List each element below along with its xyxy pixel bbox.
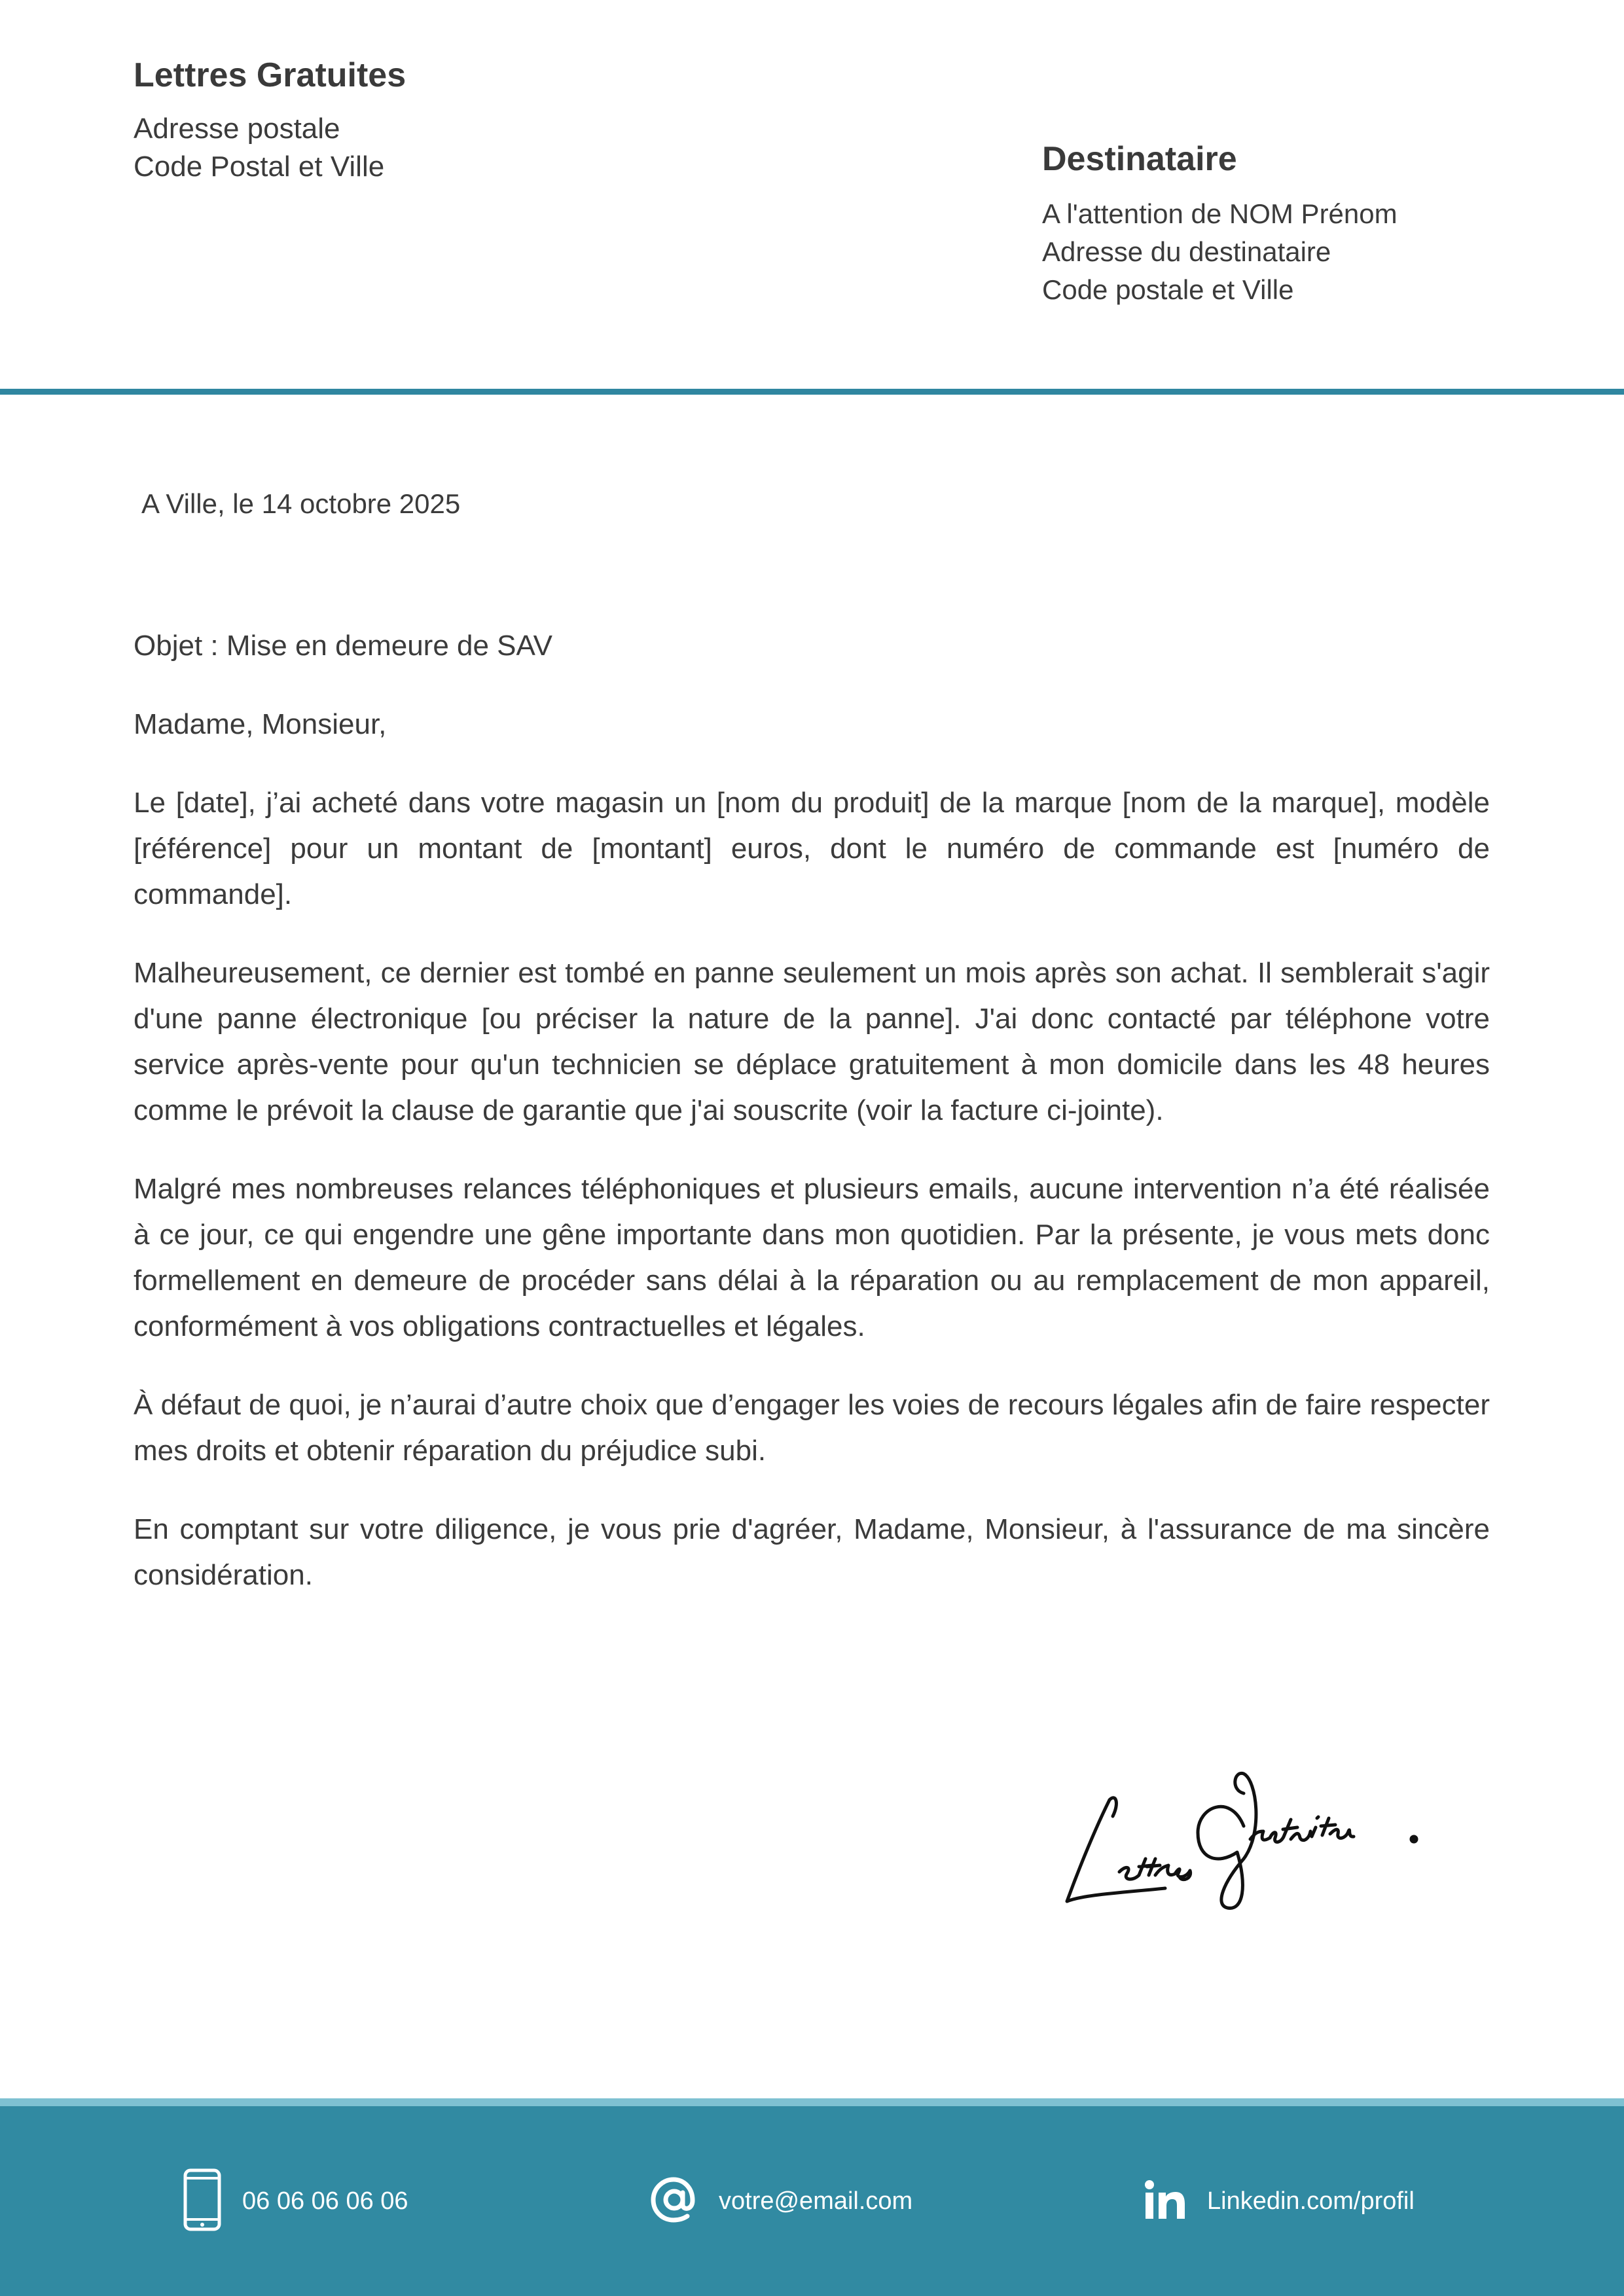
recipient-attention: A l'attention de NOM Prénom: [1042, 198, 1398, 229]
letter-paragraph: À défaut de quoi, je n’aurai d’autre choix que d’engager les voies de recours légales afin de faire respecter mes droits et obtenir réparation du préjudice subi.: [134, 1389, 1490, 1467]
at-icon: [649, 2176, 698, 2227]
signature-drawing: [1047, 1754, 1440, 1924]
recipient-address: Adresse du destinataire: [1042, 236, 1331, 267]
footer-phone: [183, 2106, 408, 2296]
sender-city: Code Postal et Ville: [134, 151, 385, 183]
recipient-city: Code postale et Ville: [1042, 274, 1294, 305]
email-address[interactable]: votre@email.com: [719, 2187, 913, 2215]
recipient-block: [1042, 136, 1398, 309]
sender-block: [134, 52, 406, 186]
header-divider: [0, 389, 1624, 395]
signature: [1047, 1754, 1440, 1928]
letter-body: [134, 623, 1490, 1631]
letter-paragraph: En comptant sur votre diligence, je vous prie d'agréer, Madame, Monsieur, à l'assurance de ma sincère considération.: [134, 1513, 1490, 1591]
footer-email: [649, 2106, 912, 2296]
footer-linkedin: [1144, 2106, 1415, 2296]
linkedin-url[interactable]: Linkedin.com/profil: [1207, 2187, 1415, 2215]
sender-address: Adresse postale: [134, 113, 340, 145]
letter-paragraph: Le [date], j’ai acheté dans votre magasin un [nom du produit] de la marque [nom de la marque], modèle [référence] pour un montant de [montant] euros, dont le numéro de commande est [numéro de commande].: [134, 787, 1490, 910]
footer-accent-line: [0, 2098, 1624, 2106]
letter-salutation: Madame, Monsieur,: [134, 708, 387, 740]
phone-icon: [183, 2168, 221, 2234]
letter-paragraph: Malgré mes nombreuses relances téléphoniques et plusieurs emails, aucune intervention n’a été réalisée à ce jour, ce qui engendre une gêne importante dans mon quotidien. Par la présente, je vous mets donc formellement en demeure de procéder sans délai à la réparation ou au remplacement de mon appareil, conformément à vos obligations contractuelles et légales.: [134, 1173, 1490, 1342]
phone-number[interactable]: 06 06 06 06 06: [242, 2187, 408, 2215]
sender-name: Lettres Gratuites: [134, 56, 406, 94]
footer: [0, 2106, 1624, 2296]
letter-paragraph: Malheureusement, ce dernier est tombé en panne seulement un mois après son achat. Il semblerait s'agir d'une panne électronique [ou préciser la nature de la panne]. J'ai donc contacté par téléphone votre service après-vente pour qu'un technicien se déplace gratuitement à mon domicile dans les 48 heures comme le prévoit la clause de garantie que j'ai souscrite (voir la facture ci-jointe).: [134, 957, 1490, 1126]
letter-date: A Ville, le 14 octobre 2025: [141, 488, 461, 519]
recipient-title: Destinataire: [1042, 140, 1237, 178]
linkedin-icon: [1144, 2179, 1186, 2223]
letter-subject: Objet : Mise en demeure de SAV: [134, 630, 552, 662]
